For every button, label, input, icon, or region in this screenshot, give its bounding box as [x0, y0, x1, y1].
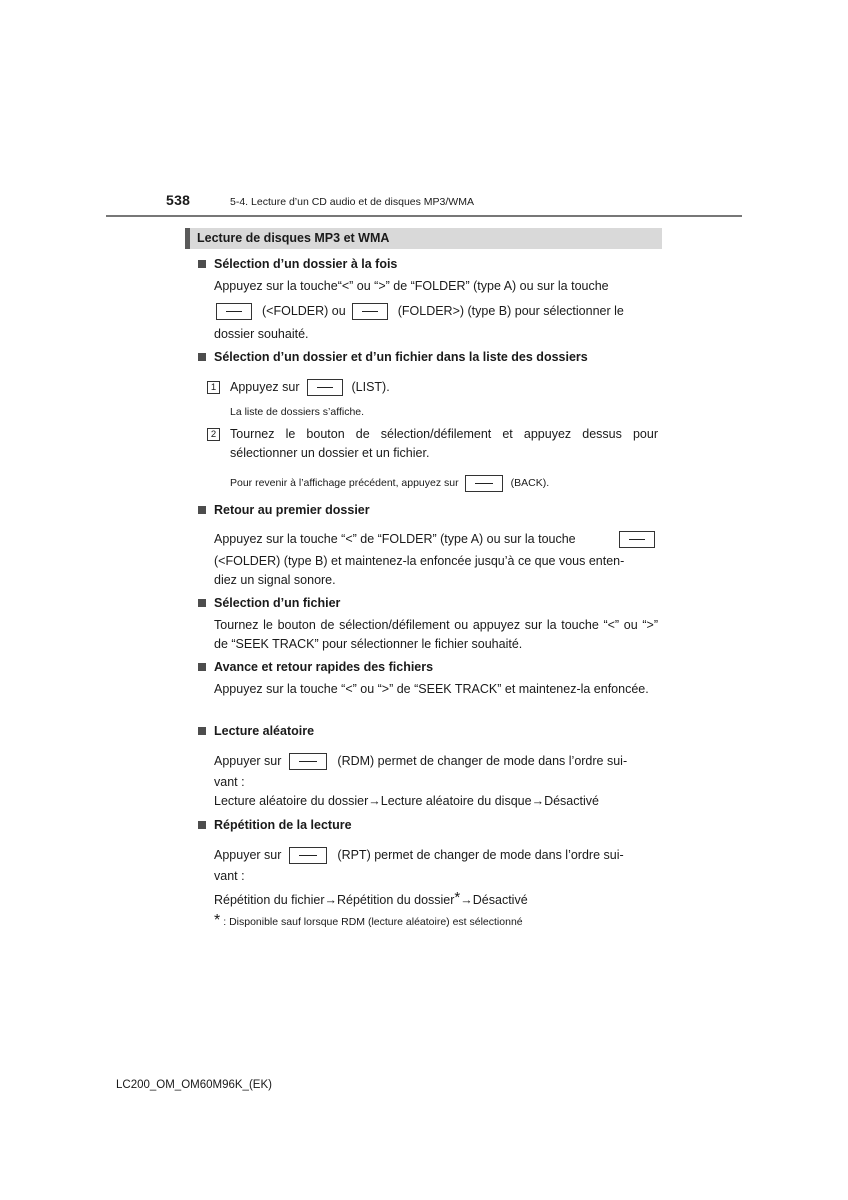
folder-prev-button-icon	[619, 531, 655, 548]
text-first-folder-line2: (<FOLDER) (type B) et maintenez-la enfoncée jusqu’à ce que vous enten-	[214, 554, 625, 568]
section-title-bar	[185, 228, 662, 249]
text-fast-forward: Appuyez sur la touche “<” ou “>” de “SEEK TRACK” et maintenez-la enfoncée.	[214, 682, 649, 696]
bullet-square-icon	[198, 821, 206, 829]
heading-repeat: Répétition de la lecture	[214, 818, 352, 832]
step1-note: La liste de dossiers s’affiche.	[230, 406, 365, 418]
arrow-right-icon: →	[324, 893, 337, 907]
bullet-square-icon	[198, 727, 206, 735]
folder-prev-button-icon	[216, 303, 252, 320]
text-folder-line1: Appuyez sur la touche“<” ou “>” de “FOLDER” (type A) ou sur la touche	[214, 279, 609, 293]
text-random-line1: Appuyer sur (RDM) permet de changer de mode dans l’ordre sui-	[214, 754, 628, 768]
text-first-folder-line3: diez un signal sonore.	[214, 573, 336, 587]
asterisk-marker: *	[454, 889, 461, 906]
step2-text: Tournez le bouton de sélection/défilement et appuyez dessus pour sélectionner un dossier et un fichier.	[230, 427, 658, 460]
heading-first-folder: Retour au premier dossier	[214, 503, 370, 517]
step-number-2: 2	[207, 428, 220, 441]
arrow-right-icon: →	[460, 893, 473, 907]
text-repeat-line1: Appuyer sur (RPT) permet de changer de mode dans l’ordre sui-	[214, 848, 624, 862]
text-random-line2: vant :	[214, 775, 245, 789]
rpt-button-icon	[289, 847, 327, 864]
text-first-folder-line1: Appuyez sur la touche “<” de “FOLDER” (type A) ou sur la touche	[214, 530, 658, 549]
footnote-asterisk: *	[214, 912, 221, 929]
arrow-right-icon: →	[368, 794, 381, 808]
text-select-file: Tournez le bouton de sélection/défilement ou appuyez sur la touche “<” ou “>” de “SEEK TRACK” pour sélectionner le fichier souhaité.	[214, 618, 658, 651]
rdm-button-icon	[289, 753, 327, 770]
text-folder-line3: dossier souhaité.	[214, 327, 309, 341]
heading-fast-forward: Avance et retour rapides des fichiers	[214, 660, 434, 674]
heading-folder-list: Sélection d’un dossier et d’un fichier dans la liste des dossiers	[214, 350, 588, 364]
heading-random: Lecture aléatoire	[214, 724, 315, 738]
heading-select-file: Sélection d’un fichier	[214, 596, 341, 610]
section-title: Lecture de disques MP3 et WMA	[197, 231, 390, 245]
list-button-icon	[307, 379, 343, 396]
chapter-title: 5-4. Lecture d’un CD audio et de disques MP3/WMA	[230, 196, 474, 208]
text-folder-line2: (<FOLDER) ou (FOLDER>) (type B) pour sélectionner le	[214, 302, 658, 321]
arrow-right-icon: →	[531, 794, 545, 808]
bullet-square-icon	[198, 663, 206, 671]
step1-text: Appuyez sur (LIST).	[230, 380, 390, 394]
folder-next-button-icon	[352, 303, 388, 320]
step2-note: Pour revenir à l’affichage précédent, appuyez sur (BACK).	[230, 475, 549, 492]
page-number: 538	[166, 192, 191, 208]
bullet-square-icon	[198, 506, 206, 514]
bullet-square-icon	[198, 599, 206, 607]
step-number-1: 1	[207, 381, 220, 394]
footnote: * : Disponible sauf lorsque RDM (lecture aléatoire) est sélectionné	[214, 912, 523, 929]
document-code-footer: LC200_OM_OM60M96K_(EK)	[116, 1079, 272, 1091]
text-repeat-sequence: Répétition du fichier→Répétition du dossier*→Désactivé	[214, 889, 528, 907]
back-button-icon	[465, 475, 503, 492]
header-rule	[106, 215, 742, 217]
text-random-sequence: Lecture aléatoire du dossier→Lecture aléatoire du disque→Désactivé	[214, 794, 599, 808]
text-repeat-line2: vant :	[214, 869, 245, 883]
bullet-square-icon	[198, 260, 206, 268]
bullet-square-icon	[198, 353, 206, 361]
heading-folder-one: Sélection d’un dossier à la fois	[214, 257, 398, 271]
